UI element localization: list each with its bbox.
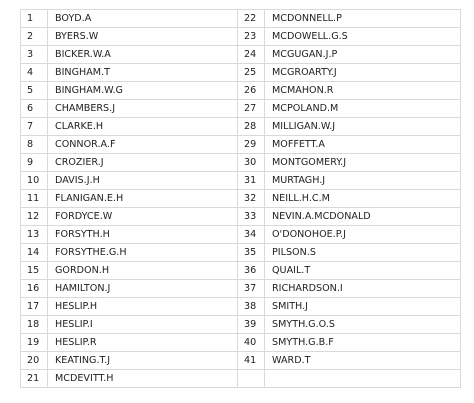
name-cell: PILSON.S: [265, 244, 461, 262]
table-row: [21, 208, 461, 226]
names-table: [20, 9, 461, 388]
name-cell: GORDON.H: [48, 262, 238, 280]
name-cell: MCGUGAN.J.P: [265, 46, 461, 64]
row-number-cell: 2: [21, 28, 48, 46]
row-number-cell: 32: [238, 190, 265, 208]
row-number-cell: 24: [238, 46, 265, 64]
table-row: [21, 118, 461, 136]
name-cell: O'DONOHOE.P.J: [265, 226, 461, 244]
name-cell: HESLIP.I: [48, 316, 238, 334]
row-number-cell: 13: [21, 226, 48, 244]
row-number-cell: 21: [21, 370, 48, 388]
table-row: [21, 154, 461, 172]
name-cell: SMYTH.G.O.S: [265, 316, 461, 334]
row-number-cell: 34: [238, 226, 265, 244]
name-cell: CROZIER.J: [48, 154, 238, 172]
row-number-cell: 41: [238, 352, 265, 370]
name-cell: MCPOLAND.M: [265, 100, 461, 118]
name-cell: FORDYCE.W: [48, 208, 238, 226]
name-cell: DAVIS.J.H: [48, 172, 238, 190]
name-cell: WARD.T: [265, 352, 461, 370]
row-number-cell: 27: [238, 100, 265, 118]
name-cell: MOFFETT.A: [265, 136, 461, 154]
row-number-cell: 25: [238, 64, 265, 82]
table-row: [21, 82, 461, 100]
name-cell: HAMILTON.J: [48, 280, 238, 298]
row-number-cell: 31: [238, 172, 265, 190]
table-row: [21, 46, 461, 64]
row-number-cell: 30: [238, 154, 265, 172]
name-cell: BINGHAM.T: [48, 64, 238, 82]
row-number-cell: 5: [21, 82, 48, 100]
name-cell: RICHARDSON.I: [265, 280, 461, 298]
row-number-cell: 17: [21, 298, 48, 316]
table-row: [21, 100, 461, 118]
name-cell: FLANIGAN.E.H: [48, 190, 238, 208]
row-number-cell: 16: [21, 280, 48, 298]
table-row: [21, 370, 461, 388]
row-number-cell: 8: [21, 136, 48, 154]
table-row: [21, 172, 461, 190]
row-number-cell: 9: [21, 154, 48, 172]
name-cell: MURTAGH.J: [265, 172, 461, 190]
table-row: [21, 64, 461, 82]
name-cell: QUAIL.T: [265, 262, 461, 280]
row-number-cell: 19: [21, 334, 48, 352]
name-cell: BICKER.W.A: [48, 46, 238, 64]
name-cell: FORSYTH.H: [48, 226, 238, 244]
table-row: [21, 10, 461, 28]
table-row: [21, 352, 461, 370]
row-number-cell: 15: [21, 262, 48, 280]
table-row: [21, 28, 461, 46]
name-cell: HESLIP.H: [48, 298, 238, 316]
table-row: [21, 226, 461, 244]
row-number-cell: 36: [238, 262, 265, 280]
table-row: [21, 262, 461, 280]
name-cell: CLARKE.H: [48, 118, 238, 136]
row-number-cell: 23: [238, 28, 265, 46]
row-number-cell: 18: [21, 316, 48, 334]
name-cell: MCDOWELL.G.S: [265, 28, 461, 46]
name-cell: CHAMBERS.J: [48, 100, 238, 118]
row-number-cell: 38: [238, 298, 265, 316]
table-row: [21, 136, 461, 154]
name-cell: FORSYTHE.G.H: [48, 244, 238, 262]
table-row: [21, 298, 461, 316]
row-number-cell: 11: [21, 190, 48, 208]
name-cell: BYERS.W: [48, 28, 238, 46]
row-number-cell: 20: [21, 352, 48, 370]
row-number-cell: 35: [238, 244, 265, 262]
row-number-cell: 33: [238, 208, 265, 226]
row-number-cell: 28: [238, 118, 265, 136]
row-number-cell: 39: [238, 316, 265, 334]
row-number-cell: 7: [21, 118, 48, 136]
name-cell: MCDEVITT.H: [48, 370, 238, 388]
row-number-cell: 6: [21, 100, 48, 118]
row-number-cell: 3: [21, 46, 48, 64]
row-number-cell: 40: [238, 334, 265, 352]
row-number-cell: 26: [238, 82, 265, 100]
table-row: [21, 244, 461, 262]
row-number-cell: 37: [238, 280, 265, 298]
names-table-body: [21, 10, 461, 388]
table-row: [21, 316, 461, 334]
name-cell: MCGROARTY.J: [265, 64, 461, 82]
name-cell: CONNOR.A.F: [48, 136, 238, 154]
row-number-cell: 22: [238, 10, 265, 28]
name-cell: MCDONNELL.P: [265, 10, 461, 28]
row-number-cell: 14: [21, 244, 48, 262]
name-cell: KEATING.T.J: [48, 352, 238, 370]
row-number-cell: 12: [21, 208, 48, 226]
name-cell: SMYTH.G.B.F: [265, 334, 461, 352]
name-cell: [265, 370, 461, 388]
table-row: [21, 190, 461, 208]
name-cell: MCMAHON.R: [265, 82, 461, 100]
row-number-cell: 1: [21, 10, 48, 28]
row-number-cell: 4: [21, 64, 48, 82]
table-row: [21, 280, 461, 298]
name-cell: MONTGOMERY.J: [265, 154, 461, 172]
table-row: [21, 334, 461, 352]
name-cell: NEVIN.A.MCDONALD: [265, 208, 461, 226]
name-cell: MILLIGAN.W.J: [265, 118, 461, 136]
name-cell: BOYD.A: [48, 10, 238, 28]
name-cell: HESLIP.R: [48, 334, 238, 352]
row-number-cell: 29: [238, 136, 265, 154]
name-cell: SMITH.J: [265, 298, 461, 316]
row-number-cell: [238, 370, 265, 388]
row-number-cell: 10: [21, 172, 48, 190]
name-cell: NEILL.H.C.M: [265, 190, 461, 208]
name-cell: BINGHAM.W.G: [48, 82, 238, 100]
